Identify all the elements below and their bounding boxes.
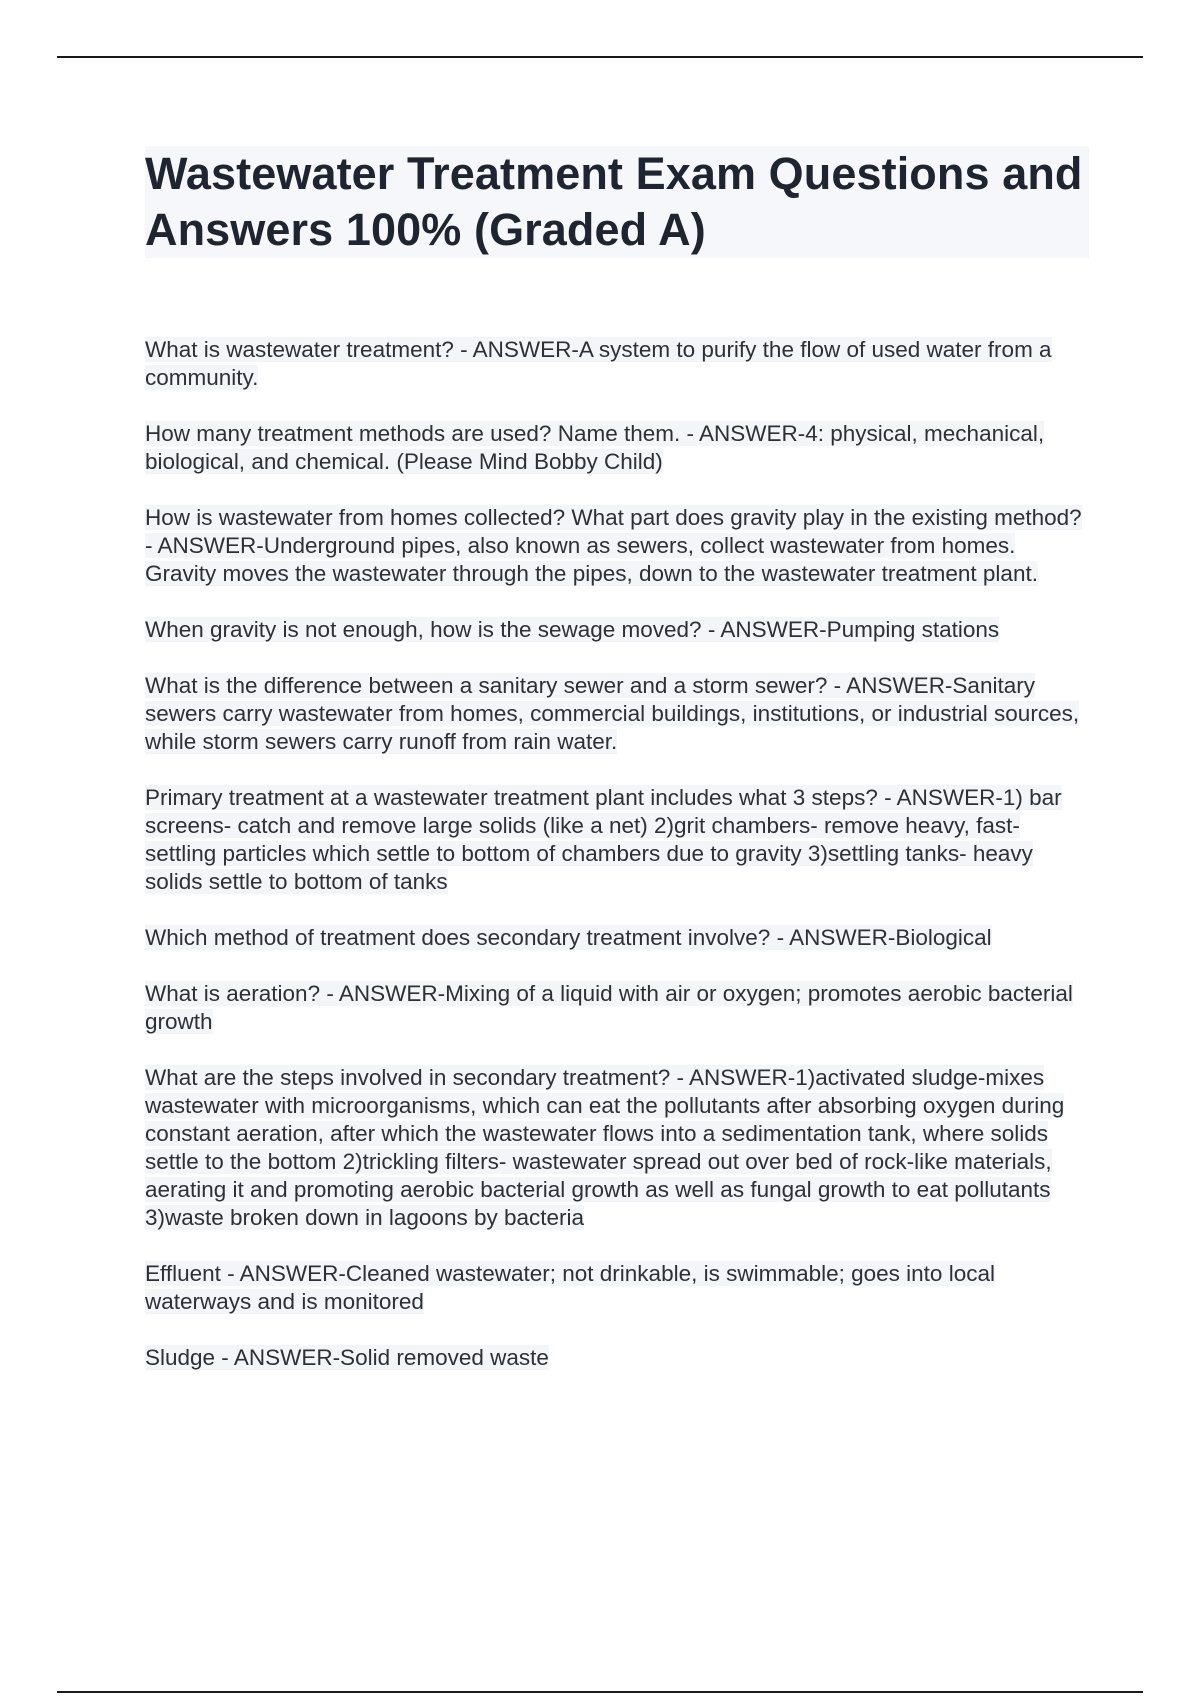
- qa-text: Which method of treatment does secondary treatment involve? - ANSWER-Biological: [145, 925, 992, 950]
- qa-text: How many treatment methods are used? Name them. - ANSWER-4: physical, mechanical, biological, and chemical. (Please Mind Bobby Child): [145, 421, 1045, 474]
- qa-text: What is aeration? - ANSWER-Mixing of a liquid with air or oxygen; promotes aerobic bacterial growth: [145, 981, 1073, 1034]
- qa-item-10: [145, 1260, 1090, 1316]
- qa-item-4: [145, 616, 1090, 644]
- qa-list: [145, 336, 1090, 1400]
- qa-item-11: [145, 1344, 1090, 1372]
- page-title: Wastewater Treatment Exam Questions and Answers 100% (Graded A): [145, 148, 1083, 255]
- qa-item-2: [145, 420, 1090, 476]
- qa-text: Effluent - ANSWER-Cleaned wastewater; not drinkable, is swimmable; goes into local waterways and is monitored: [145, 1261, 995, 1314]
- qa-item-9: [145, 1064, 1090, 1232]
- qa-text: What is the difference between a sanitary sewer and a storm sewer? - ANSWER-Sanitary sewers carry wastewater from homes, commercial buildings, institutions, or industrial sources, while storm sewers carry runoff from rain water.: [145, 673, 1080, 754]
- qa-item-3: [145, 504, 1090, 588]
- bottom-rule: [57, 1691, 1143, 1693]
- qa-text: What are the steps involved in secondary treatment? - ANSWER-1)activated sludge-mixes wastewater with microorganisms, which can eat the pollutants after absorbing oxygen during constant aeration, after which the wastewater flows into a sedimentation tank, where solids settle to the bottom 2)trickling filters- wastewater spread out over bed of rock-like materials, aerating it and promoting aerobic bacterial growth as well as fungal growth to eat pollutants 3)waste broken down in lagoons by bacteria: [145, 1065, 1065, 1230]
- qa-text: Primary treatment at a wastewater treatment plant includes what 3 steps? - ANSWER-1) bar screens- catch and remove large solids (like a net) 2)grit chambers- remove heavy, fast-settling particles which settle to bottom of chambers due to gravity 3)settling tanks- heavy solids settle to bottom of tanks: [145, 785, 1062, 894]
- qa-item-1: [145, 336, 1090, 392]
- qa-item-6: [145, 784, 1090, 896]
- qa-text: How is wastewater from homes collected? What part does gravity play in the existing method? - ANSWER-Underground pipes, also known as sewers, collect wastewater from homes. Gravity moves the wastewater through the pipes, down to the wastewater treatment plant.: [145, 505, 1082, 586]
- qa-item-7: [145, 924, 1090, 952]
- title-block: [145, 146, 1089, 258]
- qa-text: When gravity is not enough, how is the sewage moved? - ANSWER-Pumping stations: [145, 617, 1000, 642]
- top-rule: [57, 56, 1143, 58]
- qa-item-5: [145, 672, 1090, 756]
- qa-item-8: [145, 980, 1090, 1036]
- qa-text: What is wastewater treatment? - ANSWER-A system to purify the flow of used water from a community.: [145, 337, 1052, 390]
- qa-text: Sludge - ANSWER-Solid removed waste: [145, 1345, 549, 1370]
